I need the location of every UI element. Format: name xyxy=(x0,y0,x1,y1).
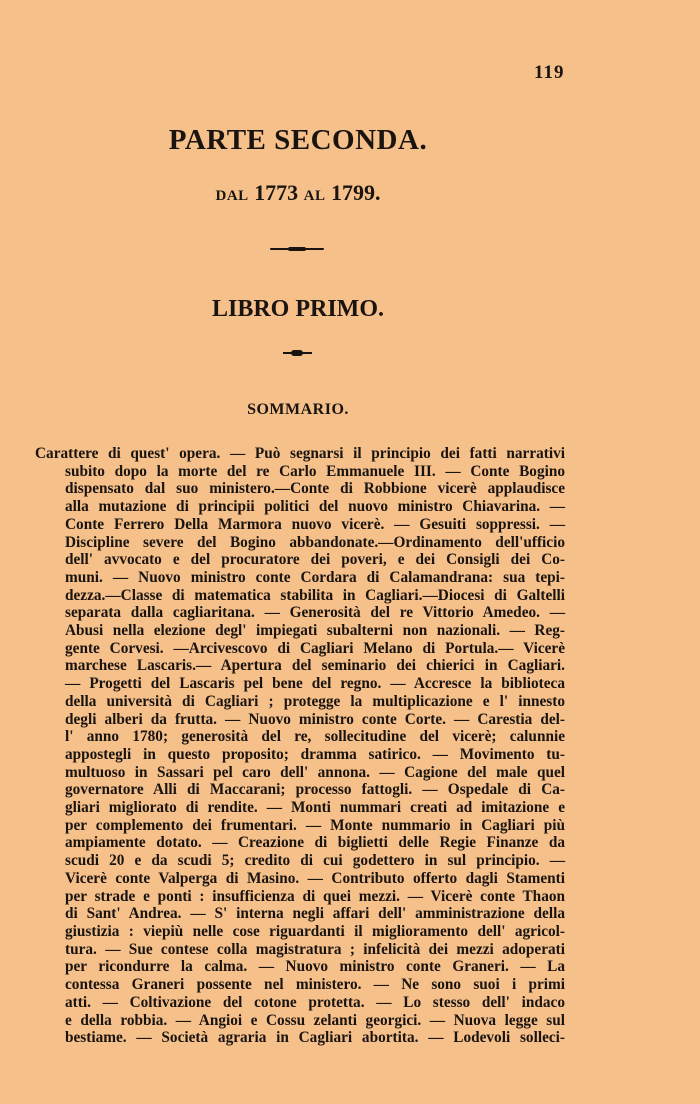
date-dal: DAL xyxy=(215,188,249,204)
summary-line: gliari migliorato di rendite. — Monti nummari creati ad imitazione e xyxy=(65,799,565,817)
summary-line: separata dalla cagliaritana. — Generosità del re Vittorio Amedeo. — xyxy=(65,604,565,622)
summary-text xyxy=(35,445,565,1047)
date-range xyxy=(0,180,596,206)
summary-line: per strade e ponti : insufficienza di quei mezzi. — Vicerè conte Thaon xyxy=(65,887,565,905)
summary-line: subito dopo la morte del re Carlo Emmanuele III. — Conte Bogino xyxy=(65,462,565,480)
summary-line: e della robbia. — Angioi e Cossu zelanti georgici. — Nuova legge sul xyxy=(65,1011,565,1029)
summary-line: ampiamente dotato. — Creazione di biglietti delle Regie Finanze da xyxy=(65,834,565,852)
summary-line: per ricondurre la calma. — Nuovo ministro conte Graneri. — La xyxy=(65,958,565,976)
summary-line: appostegli in questo proposito; dramma satirico. — Movimento tu- xyxy=(65,745,565,763)
date-year-end: 1799. xyxy=(331,180,381,205)
summary-line: scudi 20 e da scudi 5; credito di cui godettero in sul principio. — xyxy=(65,852,565,870)
summary-line: atti. — Coltivazione del cotone protetta. — Lo stesso dell' indaco xyxy=(65,993,565,1011)
summary-line: Conte Ferrero Della Marmora nuovo vicerè. — Gesuiti soppressi. — xyxy=(65,515,565,533)
summary-line: Carattere di quest' opera. — Può segnarsi il principio dei fatti narrativi xyxy=(35,445,565,462)
summary-line: — Progetti del Lascaris pel bene del regno. — Accresce la biblioteca xyxy=(65,675,565,693)
summary-line: alla mutazione di principii politici del nuovo ministro Chiavarina. — xyxy=(65,498,565,516)
date-year-start: 1773 xyxy=(254,180,299,205)
summary-line: degli alberi da frutta. — Nuovo ministro conte Corte. — Carestia del- xyxy=(65,710,565,728)
summary-line: Vicerè conte Valperga di Masino. — Contributo offerto dagli Stamenti xyxy=(65,869,565,887)
summary-line: multuoso in Sassari pel caro dell' annona. — Cagione del male quel xyxy=(65,763,565,781)
summary-line: tura. — Sue contese colla magistratura ; infelicità dei mezzi adoperati xyxy=(65,940,565,958)
summary-line: della università di Cagliari ; protegge la multiplicazione e l' innesto xyxy=(65,692,565,710)
ornamental-rule-top xyxy=(270,248,324,250)
summary-line: giustizia : viepiù nelle cose riguardanti il miglioramento dell' agricol- xyxy=(65,922,565,940)
summary-line: gente Corvesi. —Arcivescovo di Cagliari Melano di Portula.— Vicerè xyxy=(65,639,565,657)
summary-line: dezza.—Classe di matematica stabilita in Cagliari.—Diocesi di Galtelli xyxy=(65,586,565,604)
summary-line: governatore Alli di Maccarani; processo fattogli. — Ospedale di Ca- xyxy=(65,781,565,799)
summary-line: per complemento dei frumentari. — Monte nummario in Cagliari più xyxy=(65,816,565,834)
summary-line: di Sant' Andrea. — S' interna negli affari dell' amministrazione della xyxy=(65,905,565,923)
summary-line: muni. — Nuovo ministro conte Cordara di Calamandrana: sua tepi- xyxy=(65,568,565,586)
part-title: PARTE SECONDA. xyxy=(168,124,428,156)
summary-line: contessa Graneri possente nel ministero. — Ne sono suoi i primi xyxy=(65,976,565,994)
date-al: AL xyxy=(303,188,326,204)
summary-line: dell' avvocato e del procuratore dei poveri, e dei Consigli dei Co- xyxy=(65,551,565,569)
summary-line: l' anno 1780; generosità del re, sollecitudine del vicerè; calunnie xyxy=(65,728,565,746)
summary-line: Abusi nella elezione degl' impiegati subalterni non nazionali. — Reg- xyxy=(65,622,565,640)
page-number: 119 xyxy=(534,62,565,83)
summary-line: marchese Lascaris.— Apertura del seminario dei chierici in Cagliari. xyxy=(65,657,565,675)
summary-line: dispensato dal suo ministero.—Conte di Robbione vicerè applaudisce xyxy=(65,480,565,498)
summary-line: Discipline severe del Bogino abbandonate.—Ordinamento dell'ufficio xyxy=(65,533,565,551)
book-title: LIBRO PRIMO. xyxy=(211,296,384,322)
ornamental-rule-bottom xyxy=(283,352,312,354)
summary-line: bestiame. — Società agraria in Cagliari abortita. — Lodevoli solleci- xyxy=(65,1029,565,1047)
summary-heading: SOMMARIO. xyxy=(247,401,349,418)
